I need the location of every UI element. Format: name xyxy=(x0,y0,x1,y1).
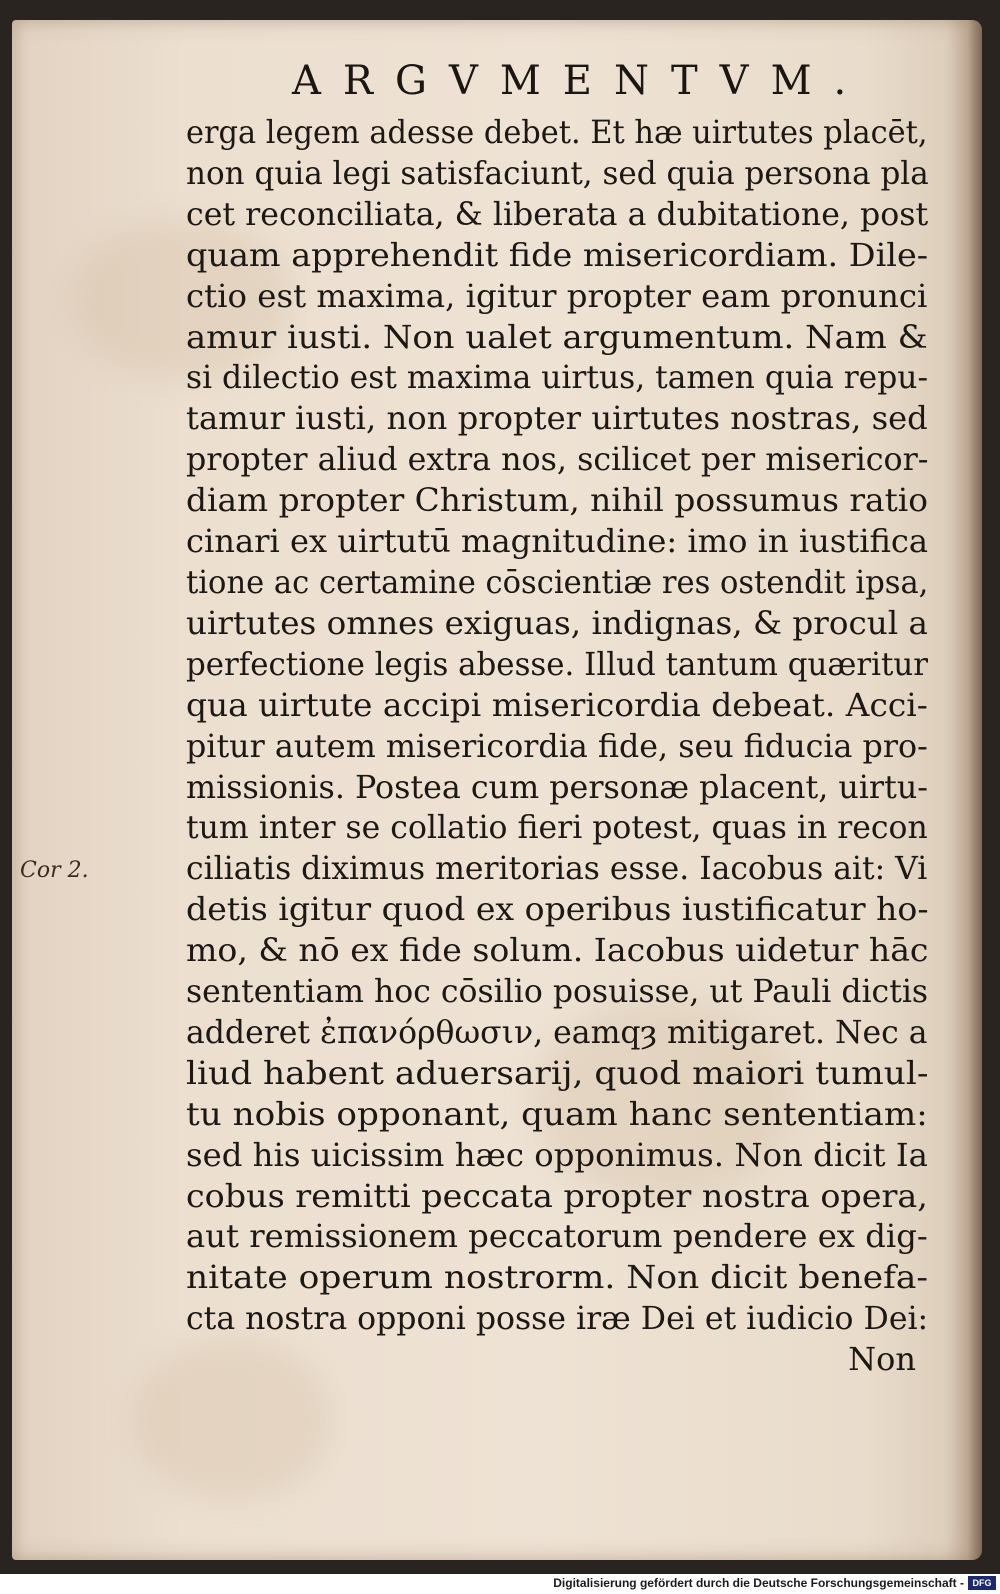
text-line: pitur autem misericordia fide, seu fiducia pro- xyxy=(186,726,928,765)
text-line: amur iusti. Non ualet argumentum. Nam & xyxy=(186,317,928,356)
text-line: tione ac certamine cōscientiæ res ostendit ipsa, xyxy=(186,562,929,601)
text-line: uirtutes omnes exiguas, indignas, & procul a xyxy=(186,603,928,642)
text-line: cobus remitti peccata propter nostra opera, xyxy=(186,1176,928,1215)
text-line: non quia legi satisfaciunt, sed quia persona pla xyxy=(186,153,929,192)
text-line: perfectione legis abesse. Illud tantum quæritur xyxy=(186,644,929,683)
text-line: mo, & nō ex fide solum. Iacobus uidetur hāc xyxy=(186,931,929,970)
running-heading: ARGVMENTVM. xyxy=(292,58,869,104)
text-line: sed his uicissim hæc opponimus. Non dicit Ia xyxy=(186,1135,928,1174)
text-line: tamur iusti, non propter uirtutes nostras, sed xyxy=(186,399,928,438)
text-line: aut remissionem peccatorum pendere ex dig- xyxy=(186,1217,928,1256)
text-line: cet reconciliata, & liberata a dubitatione, post xyxy=(186,194,929,233)
text-line: adderet ἐπανόρθωσιν, eamqȝ mitigaret. Nec a xyxy=(186,1012,928,1051)
text-line: sententiam hoc cōsilio posuisse, ut Pauli dictis xyxy=(186,972,929,1011)
text-line: erga legem adesse debet. Et hæ uirtutes placēt, xyxy=(186,113,928,151)
dfg-logo: DFG xyxy=(968,1576,996,1590)
text-line: cinari ex uirtutū magnitudine: imo in iustifica xyxy=(186,522,929,561)
text-line: missionis. Postea cum personæ placent, uirtu- xyxy=(186,767,928,806)
text-line: tum inter se collatio fieri potest, quas in recon xyxy=(186,808,928,847)
text-line: ciliatis diximus meritorias esse. Iacobus ait: Vi xyxy=(186,849,928,888)
text-line: si dilectio est maxima uirtus, tamen quia repu- xyxy=(186,358,929,397)
text-line: diam propter Christum, nihil possumus ratio xyxy=(186,481,928,520)
text-line: ctio est maxima, igitur propter eam pronunci xyxy=(186,276,928,315)
text-line: tu nobis opponant, quam hanc sententiam: xyxy=(186,1094,928,1133)
text-line: nitate operum nostrorm. Non dicit benefa- xyxy=(186,1258,928,1297)
text-line: liud habent aduersarij, quod maiori tumul- xyxy=(186,1053,929,1092)
funding-credit: Digitalisierung gefördert durch die Deutsche Forschungsgemeinschaft - xyxy=(553,1576,964,1590)
text-line: propter aliud extra nos, scilicet per misericor- xyxy=(186,440,929,479)
digitization-footer xyxy=(0,1574,1000,1594)
catchword: Non xyxy=(848,1340,916,1379)
text-line: quam apprehendit fide misericordiam. Dile- xyxy=(186,235,929,274)
margin-annotation: Cor 2. xyxy=(20,858,89,883)
text-line: cta nostra opponi posse iræ Dei et iudicio Dei: xyxy=(186,1299,929,1338)
text-line: detis igitur quod ex operibus iustificatur ho- xyxy=(186,890,929,929)
text-line: qua uirtute accipi misericordia debeat. Acci- xyxy=(186,685,928,724)
page-body-text xyxy=(186,112,928,1380)
